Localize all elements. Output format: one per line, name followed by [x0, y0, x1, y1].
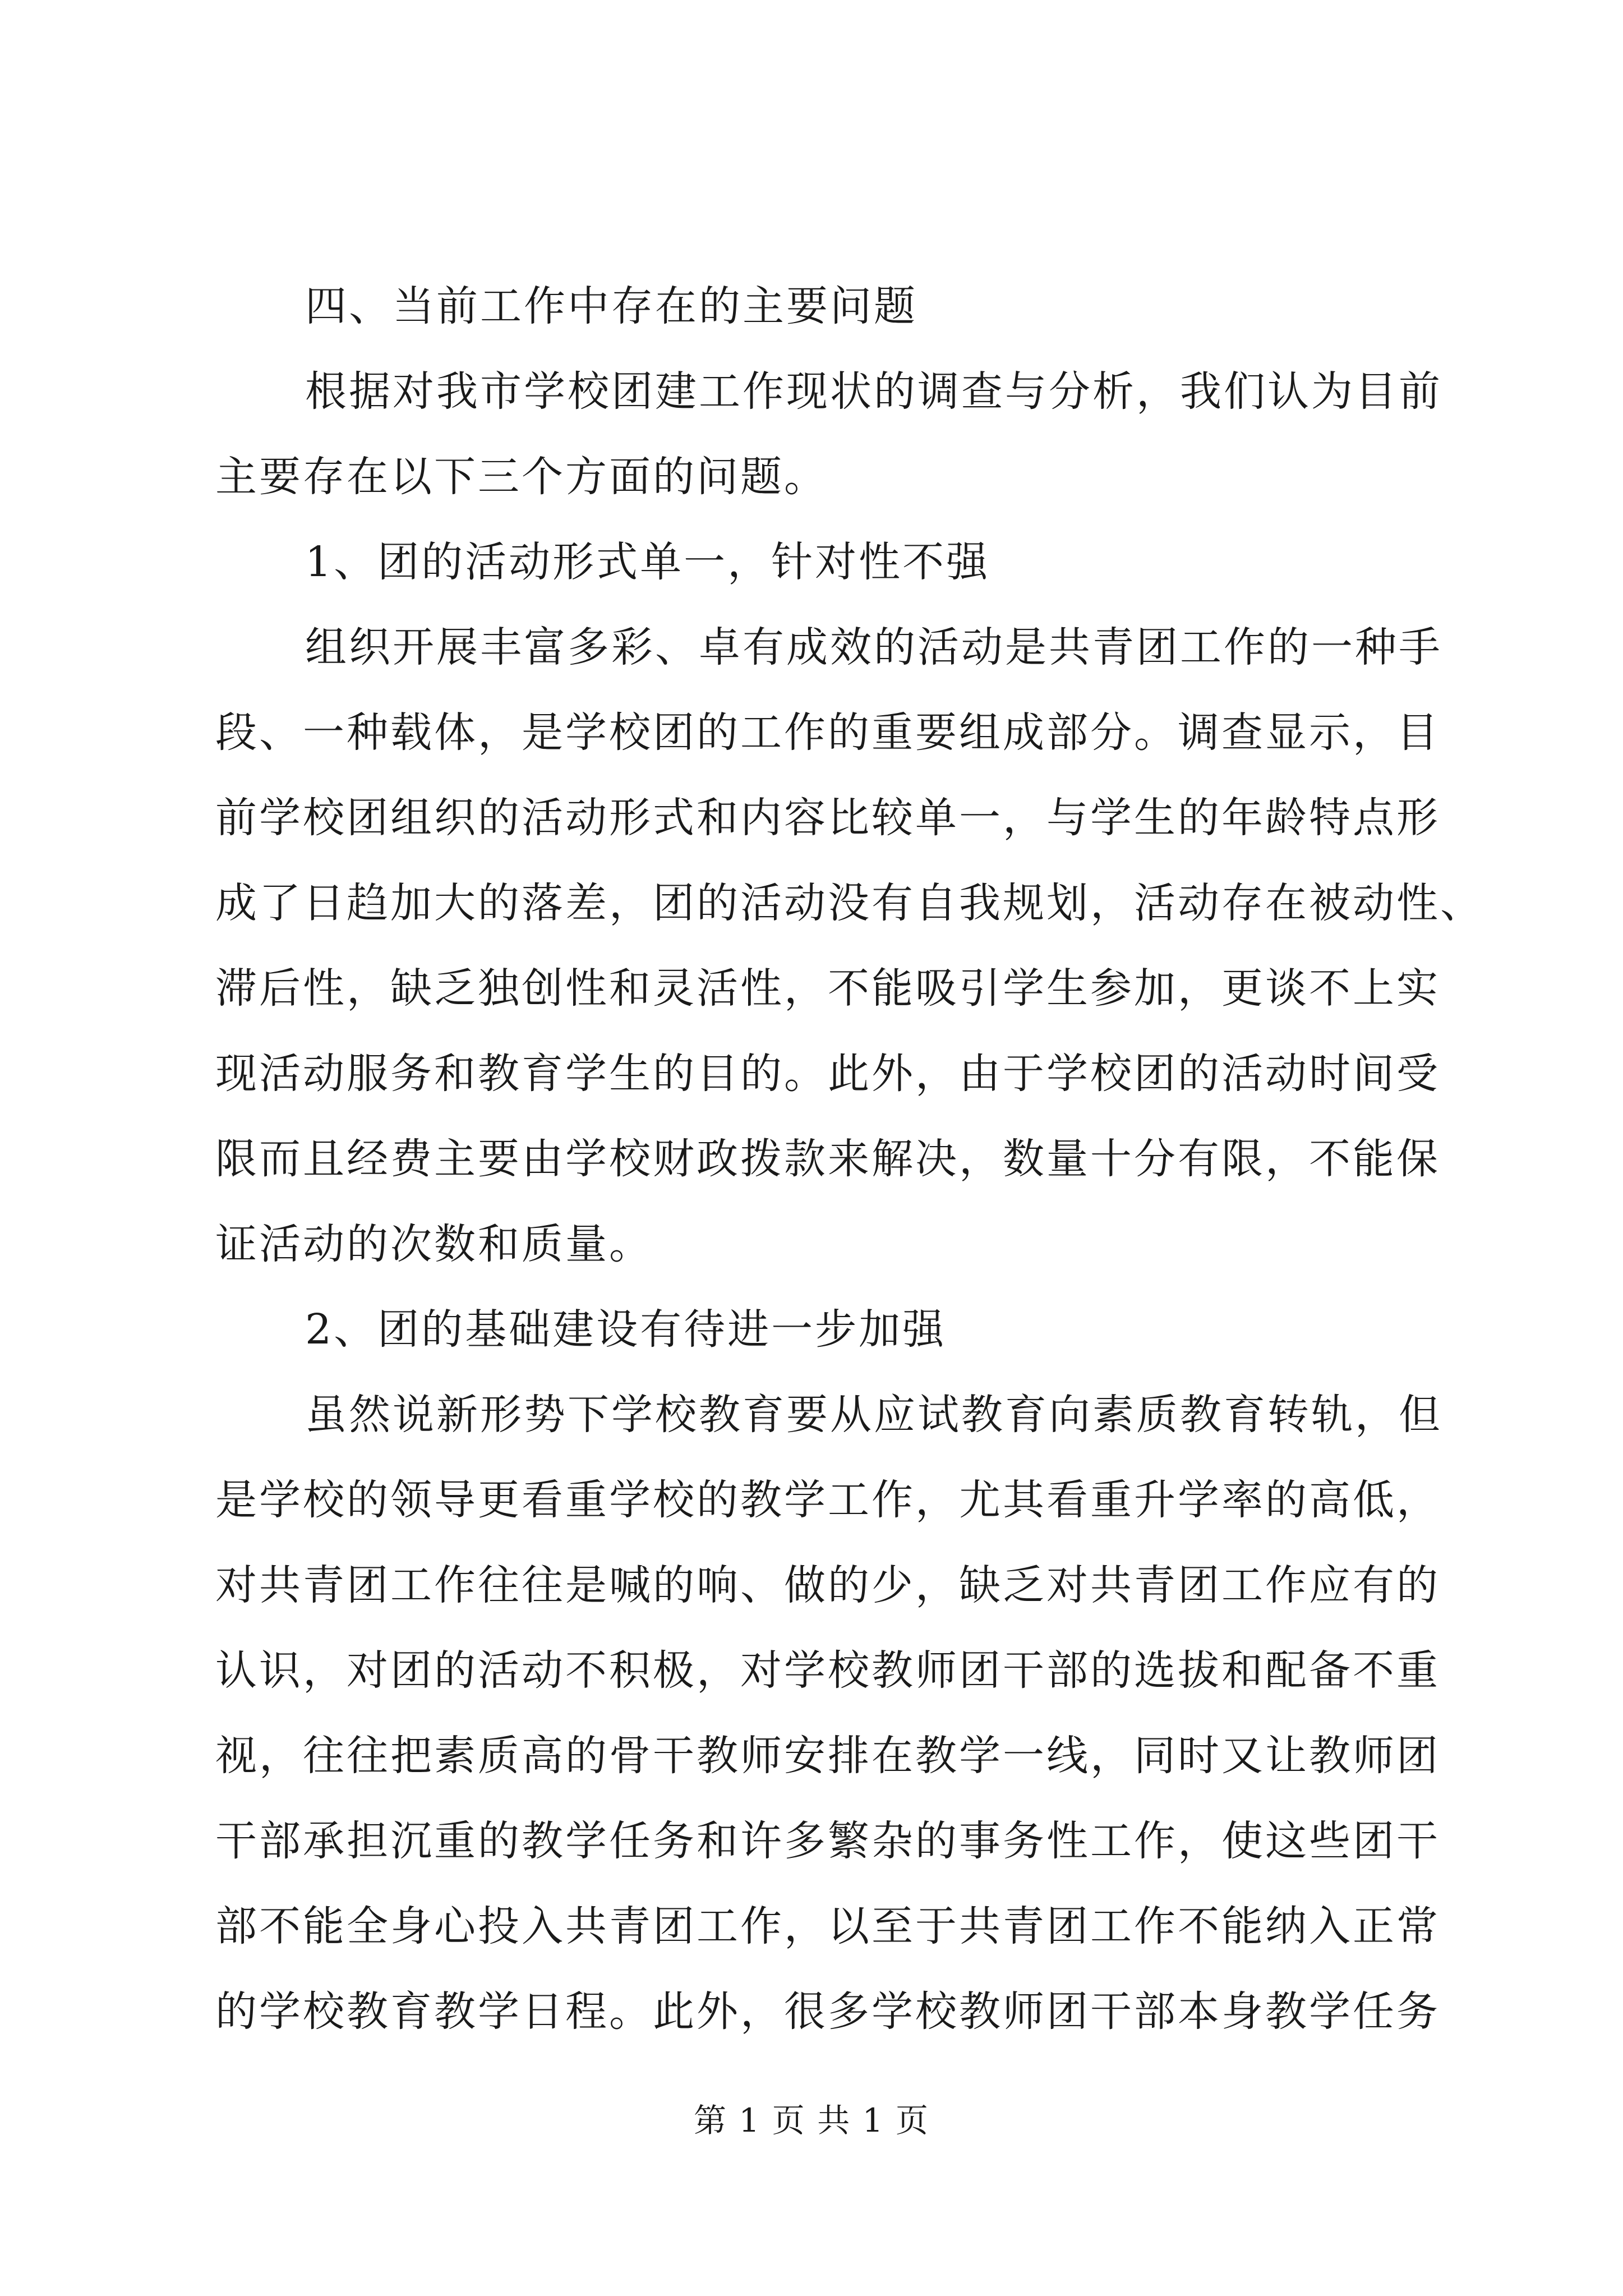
- paragraph-line: 现活动服务和教育学生的目的。此外，由于学校团的活动时间受: [215, 1050, 1440, 1098]
- paragraph-line: 组织开展丰富多彩、卓有成效的活动是共青团工作的一种手: [305, 623, 1442, 671]
- document-body: [215, 264, 1484, 2054]
- paragraph-line: 段、一种载体，是学校团的工作的重要组成部分。调查显示，目: [215, 708, 1440, 757]
- paragraph-line: 认识，对团的活动不积极，对学校教师团干部的选拔和配备不重: [215, 1646, 1440, 1695]
- paragraph-line: 成了日趋加大的落差，团的活动没有自我规划，活动存在被动性、: [215, 879, 1484, 927]
- paragraph-line: 限而且经费主要由学校财政拨款来解决，数量十分有限，不能保: [215, 1135, 1440, 1183]
- paragraph-line: 虽然说新形势下学校教育要从应试教育向素质教育转轨，但: [305, 1391, 1442, 1439]
- page-footer: 第 1 页 共 1 页: [694, 2101, 929, 2139]
- section-heading: 四、当前工作中存在的主要问题: [305, 282, 917, 330]
- paragraph-line: 证活动的次数和质量。: [215, 1220, 653, 1268]
- paragraph-foundation: [215, 1372, 1442, 2054]
- subheading-1: 1、团的活动形式单一，针对性不强: [305, 538, 990, 586]
- paragraph-line: 干部承担沉重的教学任务和许多繁杂的事务性工作，使这些团干: [215, 1817, 1440, 1865]
- paragraph-line: 是学校的领导更看重学校的教学工作，尤其看重升学率的高低，: [215, 1476, 1440, 1524]
- subheading-2: 2、团的基础建设有待进一步加强: [305, 1305, 947, 1354]
- paragraph-line: 的学校教育教学日程。此外，很多学校教师团干部本身教学任务: [215, 1987, 1440, 2036]
- paragraph-line: 对共青团工作往往是喊的响、做的少，缺乏对共青团工作应有的: [215, 1561, 1440, 1609]
- paragraph-line: 视，往往把素质高的骨干教师安排在教学一线，同时又让教师团: [215, 1732, 1440, 1780]
- paragraph-line: 主要存在以下三个方面的问题。: [215, 453, 828, 501]
- paragraph-line: 前学校团组织的活动形式和内容比较单一，与学生的年龄特点形: [215, 794, 1440, 842]
- paragraph-line: 滞后性，缺乏独创性和灵活性，不能吸引学生参加，更谈不上实: [215, 964, 1440, 1013]
- paragraph-intro: [215, 349, 1442, 519]
- paragraph-activities: [215, 605, 1484, 1287]
- paragraph-line: 根据对我市学校团建工作现状的调查与分析，我们认为目前: [305, 367, 1442, 416]
- paragraph-line: 部不能全身心投入共青团工作，以至于共青团工作不能纳入正常: [215, 1902, 1440, 1950]
